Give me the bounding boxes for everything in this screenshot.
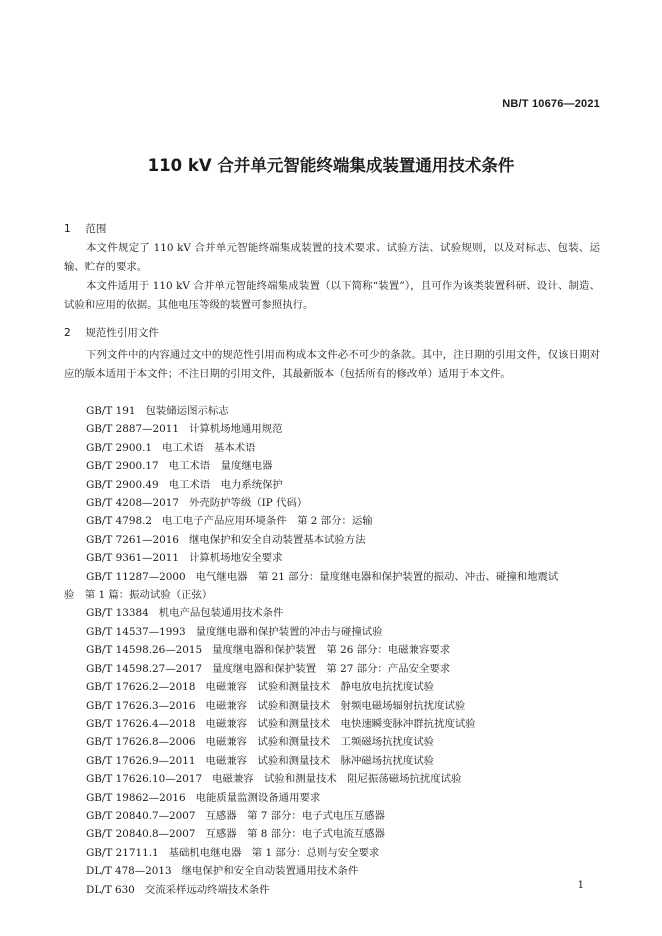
- reference-code: GB/T 2900.1: [86, 441, 153, 454]
- reference-code: GB/T 14598.26—2015: [86, 644, 203, 657]
- reference-item: [64, 568, 604, 586]
- section-1-paragraph-2: 本文件适用于 110 kV 合并单元智能终端集成装置（以下简称“装置”），且可作为该类装置科研、设计、制造、试验和应用的依据。其他电压等级的装置可参照执行。: [64, 280, 600, 311]
- reference-title: 电磁兼容 试验和测量技术 阻尼振荡磁场抗扰度试验: [212, 773, 462, 786]
- reference-item: [64, 697, 604, 715]
- reference-code: GB/T 20840.8—2007: [86, 828, 196, 841]
- reference-item: [64, 494, 604, 512]
- section-title: 范围: [85, 223, 107, 235]
- reference-item: [64, 715, 604, 733]
- reference-title: 电工术语 电力系统保护: [168, 478, 283, 491]
- reference-code: GB/T 191: [86, 405, 136, 417]
- reference-item: [64, 789, 604, 807]
- reference-title: 互感器 第 8 部分：电子式电流互感器: [205, 828, 385, 841]
- reference-code: GB/T 2900.49: [86, 478, 159, 491]
- reference-title: 继电保护和安全自动装置通用技术条件: [181, 865, 359, 878]
- reference-title: 电工电子产品应用环境条件 第 2 部分：运输: [162, 515, 373, 528]
- reference-code: GB/T 14537—1993: [86, 625, 186, 638]
- reference-title: 电能质量监测设备通用要求: [195, 791, 321, 804]
- reference-code: DL/T 478—2013: [86, 865, 172, 878]
- reference-title: 量度继电器和保护装置 第 26 部分：电磁兼容要求: [212, 644, 451, 657]
- reference-code: GB/T 17626.4—2018: [86, 717, 196, 730]
- reference-title: 包装储运图示标志: [145, 405, 229, 417]
- reference-code: GB/T 2900.17: [86, 460, 159, 473]
- reference-title-continuation: 验 第 1 篇：振动试验（正弦）: [64, 589, 213, 602]
- reference-code: GB/T 11287—2000: [86, 570, 186, 583]
- reference-code: GB/T 17626.8—2006: [86, 736, 196, 749]
- section-2-paragraph-1: 下列文件中的内容通过文中的规范性引用而构成本文件必不可少的条款。其中，注日期的引用文件，仅该日期对应的版本适用于本文件；不注日期的引用文件，其最新版本（包括所有的修改单）适用于本文件。: [64, 349, 600, 380]
- reference-code: GB/T 19862—2016: [86, 791, 186, 804]
- standard-number: NB/T 10676—2021: [502, 98, 600, 110]
- reference-title: 电磁兼容 试验和测量技术 工频磁场抗扰度试验: [205, 736, 435, 749]
- reference-title: 互感器 第 7 部分：电子式电压互感器: [205, 809, 385, 822]
- page-number: 1: [577, 880, 584, 891]
- reference-title: 交流采样远动终端技术条件: [144, 883, 270, 896]
- reference-code: GB/T 17626.3—2016: [86, 699, 196, 712]
- section-1-heading: [64, 221, 106, 236]
- reference-item: [64, 807, 604, 825]
- reference-item: [64, 641, 604, 659]
- reference-title: 继电保护和安全自动装置基本试验方法: [188, 533, 366, 546]
- reference-item: [64, 862, 604, 880]
- section-2-heading: [64, 325, 159, 340]
- reference-item: [64, 439, 604, 457]
- reference-code: GB/T 14598.27—2017: [86, 662, 203, 675]
- reference-title: 计算机场地安全要求: [188, 552, 283, 565]
- reference-item: [64, 623, 604, 641]
- reference-item: [64, 512, 604, 530]
- reference-title: 基础机电继电器 第 1 部分：总则与安全要求: [168, 846, 380, 859]
- reference-code: GB/T 9361—2011: [86, 552, 179, 565]
- reference-item: [64, 733, 604, 751]
- reference-code: DL/T 630: [86, 883, 135, 896]
- reference-code: GB/T 13384: [86, 607, 149, 620]
- reference-code: GB/T 17626.2—2018: [86, 681, 196, 694]
- reference-code: GB/T 7261—2016: [86, 533, 179, 546]
- reference-item: [64, 476, 604, 494]
- section-number: 2: [64, 327, 71, 339]
- reference-title: 电磁兼容 试验和测量技术 静电放电抗扰度试验: [205, 681, 435, 694]
- reference-code: GB/T 17626.9—2011: [86, 754, 196, 767]
- reference-code: GB/T 2887—2011: [86, 423, 179, 436]
- reference-title: 电磁兼容 试验和测量技术 电快速瞬变脉冲群抗扰度试验: [205, 717, 476, 730]
- reference-item: [64, 420, 604, 438]
- reference-code: GB/T 21711.1: [86, 846, 159, 859]
- reference-title: 量度继电器和保护装置 第 27 部分：产品安全要求: [212, 662, 451, 675]
- reference-item: [64, 752, 604, 770]
- reference-title: 电气继电器 第 21 部分：量度继电器和保护装置的振动、冲击、碰撞和地震试: [195, 570, 559, 583]
- reference-title: 机电产品包装通用技术条件: [158, 607, 284, 620]
- reference-item: [64, 531, 604, 549]
- reference-title: 外壳防护等级（IP 代码）: [188, 497, 308, 510]
- document-title: 110 kV 合并单元智能终端集成装置通用技术条件: [147, 156, 515, 175]
- reference-item: [64, 770, 604, 788]
- section-title: 规范性引用文件: [85, 327, 159, 339]
- reference-item: [64, 881, 604, 899]
- reference-code: GB/T 20840.7—2007: [86, 809, 196, 822]
- reference-title: 量度继电器和保护装置的冲击与碰撞试验: [195, 625, 383, 638]
- section-1-paragraph-1: 本文件规定了 110 kV 合并单元智能终端集成装置的技术要求、试验方法、试验规则，以及对标志、包装、运输、贮存的要求。: [64, 242, 600, 273]
- reference-title: 电磁兼容 试验和测量技术 脉冲磁场抗扰度试验: [205, 754, 435, 767]
- reference-code: GB/T 4208—2017: [86, 497, 179, 510]
- reference-item: [64, 604, 604, 622]
- section-number: 1: [64, 223, 71, 235]
- reference-item: [64, 549, 604, 567]
- reference-list: [64, 402, 604, 899]
- reference-item: [64, 660, 604, 678]
- reference-item: [64, 844, 604, 862]
- reference-item: [64, 457, 604, 475]
- reference-title: 电工术语 量度继电器: [168, 460, 273, 473]
- reference-title: 计算机场地通用规范: [188, 423, 283, 436]
- reference-title: 电工术语 基本术语: [162, 441, 256, 454]
- reference-item: [64, 402, 604, 420]
- reference-title: 电磁兼容 试验和测量技术 射频电磁场辐射抗扰度试验: [205, 699, 466, 712]
- reference-item: [64, 678, 604, 696]
- reference-code: GB/T 4798.2: [86, 515, 153, 528]
- reference-code: GB/T 17626.10—2017: [86, 773, 203, 786]
- reference-item: [64, 825, 604, 843]
